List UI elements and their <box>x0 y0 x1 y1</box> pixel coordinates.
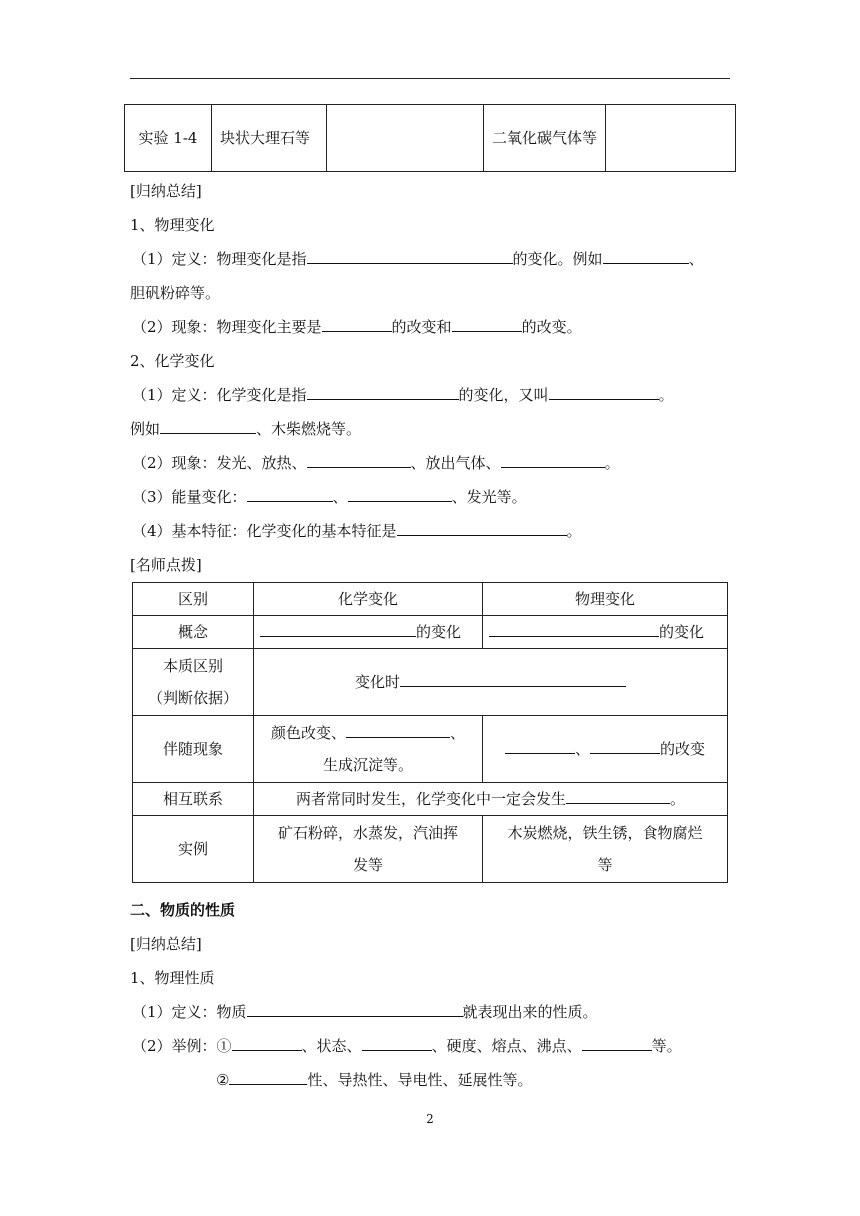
exp-material-cell: 块状大理石等 <box>212 105 327 172</box>
text: 颜色改变、 <box>270 724 346 742</box>
relation-cell <box>254 783 728 816</box>
text: 、 <box>332 488 348 506</box>
text: 就表现出来的性质。 <box>462 1003 598 1021</box>
text: 。 <box>604 454 620 472</box>
chemical-change-feature <box>130 514 736 548</box>
text: ② <box>216 1071 230 1089</box>
chemical-change-example <box>130 412 736 446</box>
text: 、放出气体、 <box>410 454 501 472</box>
chemical-change-energy <box>130 480 736 514</box>
fill-blank[interactable] <box>452 314 522 332</box>
text: 、发光等。 <box>451 488 527 506</box>
page-number: 2 <box>426 1112 434 1126</box>
exp-product-cell: 二氧化碳气体等 <box>484 105 606 172</box>
phenomenon-chemical <box>254 716 483 783</box>
text: （1）定义：化学变化是指 <box>132 386 307 404</box>
fill-blank[interactable] <box>590 736 660 754</box>
text: 。 <box>670 790 686 808</box>
example-chemical <box>483 816 728 883</box>
chemical-change-definition <box>130 378 736 412</box>
text: 生成沉淀等。 <box>322 756 413 774</box>
comparison-table <box>132 582 728 883</box>
fill-blank[interactable] <box>489 619 659 637</box>
text: 本质区别 <box>162 657 223 675</box>
section-properties <box>130 893 736 1097</box>
header-cell: 化学变化 <box>254 583 483 616</box>
row-label: 伴随现象 <box>133 716 254 783</box>
text: 。 <box>658 386 674 404</box>
text: 等 <box>597 856 613 874</box>
header-rule <box>130 78 730 79</box>
table-row <box>133 616 728 649</box>
fill-blank[interactable] <box>397 518 567 536</box>
table-row <box>133 583 728 616</box>
text: 的改变。 <box>521 318 582 336</box>
physical-change-example: 胆矾粉碎等。 <box>130 284 221 302</box>
row-label <box>133 649 254 716</box>
text: 两者常同时发生，化学变化中一定会发生 <box>295 790 566 808</box>
text: 、 <box>574 740 590 758</box>
text: （4）基本特征：化学变化的基本特征是 <box>132 522 397 540</box>
properties-title: 二、物质的性质 <box>130 901 236 919</box>
fill-blank[interactable] <box>348 484 452 502</box>
exp-empty-cell-2 <box>606 105 736 172</box>
chemical-change-phenomenon <box>130 446 736 480</box>
text: （2）举例：① <box>132 1037 232 1055</box>
fill-blank[interactable] <box>603 246 689 264</box>
fill-blank[interactable] <box>307 450 411 468</box>
fill-blank[interactable] <box>260 619 416 637</box>
table-row <box>133 649 728 716</box>
header-cell: 物理变化 <box>483 583 728 616</box>
text: 。 <box>566 522 582 540</box>
fill-blank[interactable] <box>247 999 463 1017</box>
text: 变化时 <box>354 673 400 691</box>
text: 的变化，又叫 <box>458 386 549 404</box>
fill-blank[interactable] <box>566 786 670 804</box>
page-content <box>124 104 736 1097</box>
fill-blank[interactable] <box>307 246 513 264</box>
fill-blank[interactable] <box>160 416 256 434</box>
text: （1）定义：物理变化是指 <box>132 250 307 268</box>
text: 、硬度、熔点、沸点、 <box>431 1037 582 1055</box>
physical-property-definition <box>130 995 736 1029</box>
text: （2）现象：物理变化主要是 <box>132 318 322 336</box>
concept-physical <box>483 616 728 649</box>
fill-blank[interactable] <box>232 1033 302 1051</box>
text: 发等 <box>352 856 383 874</box>
text: 等。 <box>651 1037 682 1055</box>
physical-change-definition <box>130 242 736 276</box>
concept-chemical <box>254 616 483 649</box>
fill-blank[interactable] <box>505 736 575 754</box>
row-label: 相互联系 <box>133 783 254 816</box>
exp-id-cell: 实验 1-4 <box>125 105 212 172</box>
line <box>260 717 476 749</box>
summary-heading: [归纳总结] <box>130 182 202 200</box>
table-row <box>125 105 736 172</box>
fill-blank[interactable] <box>362 1033 432 1051</box>
fill-blank[interactable] <box>247 484 333 502</box>
physical-change-phenomenon <box>130 310 736 344</box>
table-row <box>133 716 728 783</box>
text: （1）定义：物质 <box>132 1003 247 1021</box>
row-label: 概念 <box>133 616 254 649</box>
text: 性、导热性、导电性、延展性等。 <box>307 1071 533 1089</box>
table-row <box>133 783 728 816</box>
text: 的变化 <box>659 623 705 641</box>
text: 的变化 <box>416 623 462 641</box>
fill-blank[interactable] <box>307 382 459 400</box>
text: （3）能量变化： <box>132 488 247 506</box>
text: 的改变 <box>660 740 706 758</box>
experiment-table <box>124 104 736 172</box>
exp-empty-cell <box>327 105 484 172</box>
text: 矿石粉碎，水蒸发，汽油挥 <box>277 824 458 842</box>
physical-property-title: 1、物理性质 <box>130 969 215 987</box>
section-change <box>130 174 736 582</box>
phenomenon-physical <box>483 716 728 783</box>
fill-blank[interactable] <box>322 314 392 332</box>
text: 的改变和 <box>391 318 452 336</box>
fill-blank[interactable] <box>400 669 626 687</box>
text: 、 <box>688 250 704 268</box>
example-physical <box>254 816 483 883</box>
fill-blank[interactable] <box>549 382 659 400</box>
physical-property-example-1 <box>130 1029 736 1063</box>
text: 例如 <box>130 420 161 438</box>
fill-blank[interactable] <box>501 450 605 468</box>
chemical-change-title: 2、化学变化 <box>130 352 215 370</box>
essential-difference <box>254 649 728 716</box>
text: （判断依据） <box>147 689 238 707</box>
text: 的变化。例如 <box>512 250 603 268</box>
text: 、 <box>450 724 466 742</box>
text: 木炭燃烧，铁生锈，食物腐烂 <box>507 824 703 842</box>
summary-heading: [归纳总结] <box>130 935 202 953</box>
physical-property-example-2 <box>130 1063 736 1097</box>
text: 、木柴燃烧等。 <box>256 420 362 438</box>
text: （2）现象：发光、放热、 <box>132 454 307 472</box>
header-cell: 区别 <box>133 583 254 616</box>
fill-blank[interactable] <box>582 1033 652 1051</box>
fill-blank[interactable] <box>229 1067 307 1085</box>
fill-blank[interactable] <box>346 720 450 738</box>
text: 、状态、 <box>301 1037 362 1055</box>
row-label: 实例 <box>133 816 254 883</box>
table-row <box>133 816 728 883</box>
physical-change-title: 1、物理变化 <box>130 216 215 234</box>
tips-heading: [名师点拨] <box>130 556 202 574</box>
